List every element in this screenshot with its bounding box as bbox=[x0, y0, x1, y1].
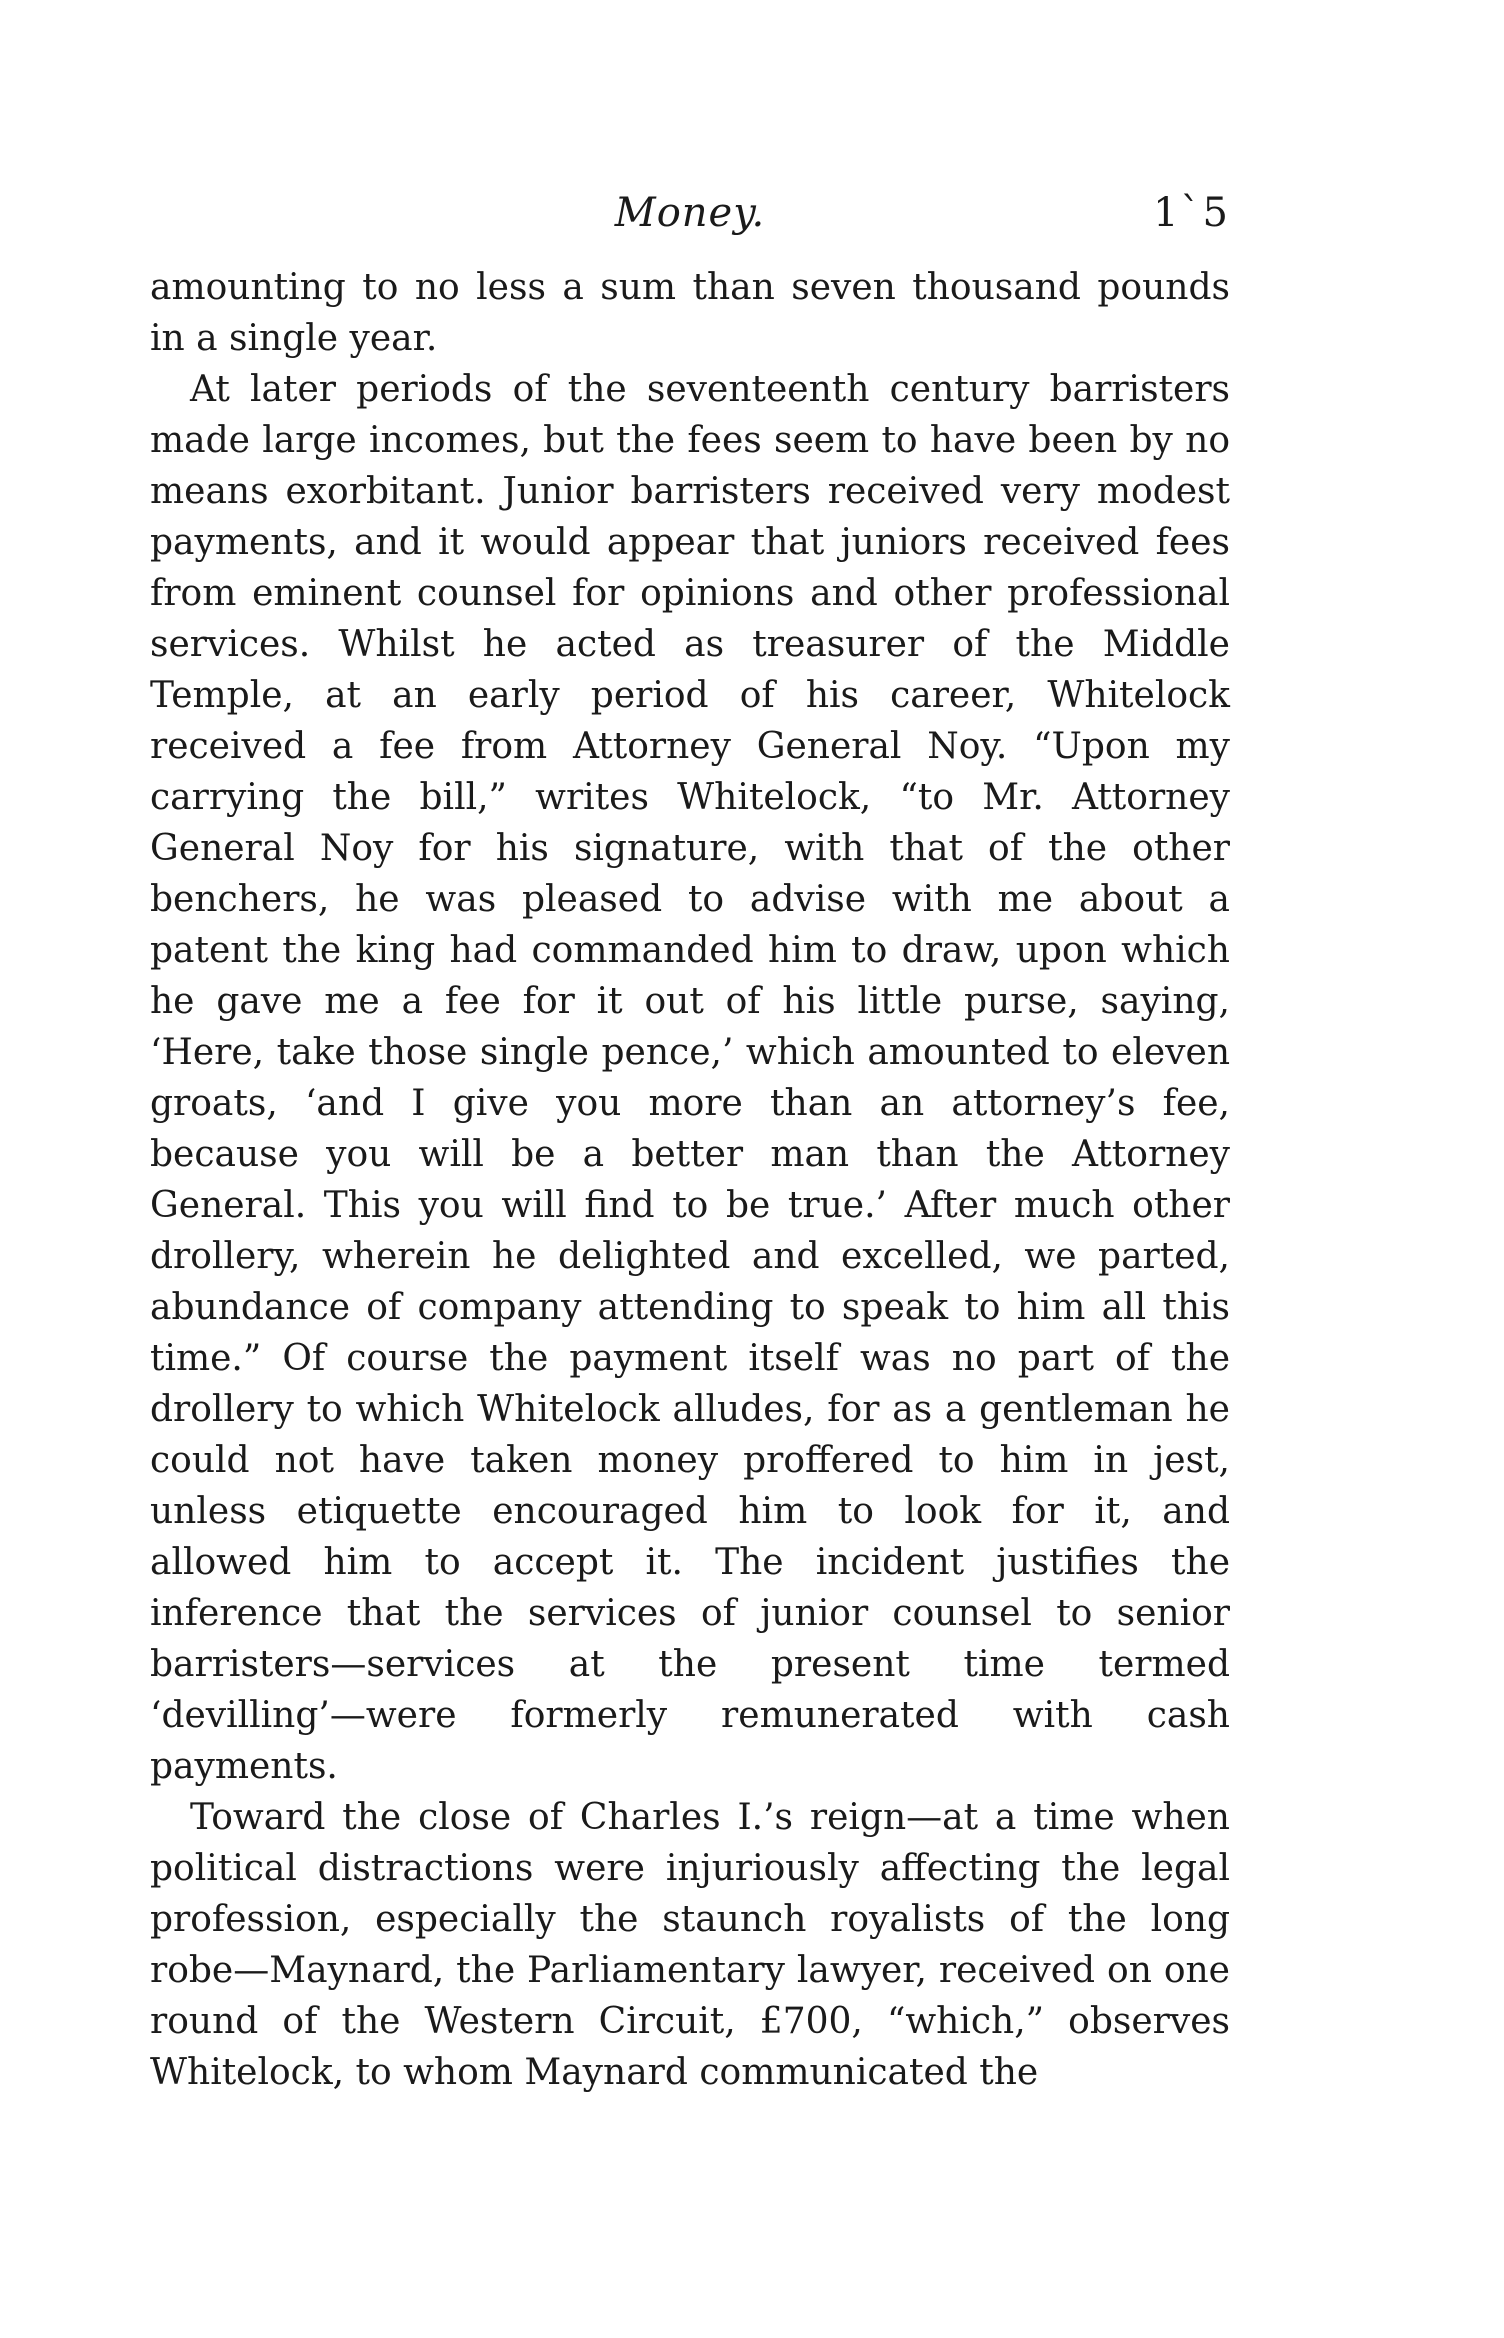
body-text bbox=[150, 262, 1230, 2098]
paragraph-charles-reign: Toward the close of Charles I.’s reign—at a time when political distractions were injuriously affecting the legal profession, especially the staunch royalists of the long robe—Maynard, the Parliamentary lawyer, received on one round of the Western Circuit, £700, “which,” observes Whitelock, to whom Maynard communicated the bbox=[150, 1797, 1230, 2093]
paragraph-barristers-fees: At later periods of the seventeenth century barristers made large incomes, but the fees seem to have been by no means exorbitant. Junior barristers received very modest payments, and it would appear that juniors received fees from eminent counsel for opinions and other professional services. Whilst he acted as treasurer of the Middle Temple, at an early period of his career, Whitelock received a fee from Attorney General Noy. “Upon my carrying the bill,” writes Whitelock, “to Mr. Attorney General Noy for his signature, with that of the other benchers, he was pleased to advise with me about a patent the king had commanded him to draw, upon which he gave me a fee for it out of his little purse, saying, ‘Here, take those single pence,’ which amounted to eleven groats, ‘and I give you more than an attorney’s fee, because you will be a better man than the Attorney General. This you will find to be true.’ After much other drollery, wherein he delighted and excelled, we parted, abundance of company attending to speak to him all this time.” Of course the payment itself was no part of the drollery to which Whitelock alludes, for as a gentleman he could not have taken money proffered to him in jest, unless etiquette encouraged him to look for it, and allowed him to accept it. The incident justifies the inference that the services of junior counsel to senior barristers—services at the present time termed ‘devilling’—were formerly remunerated with cash payments. bbox=[150, 369, 1230, 1787]
paragraph-continuation: amounting to no less a sum than seven thousand pounds in a single year. bbox=[150, 267, 1230, 359]
running-title: Money. bbox=[614, 190, 766, 236]
running-head bbox=[150, 190, 1230, 250]
page-number: 1`5 bbox=[1153, 190, 1230, 236]
